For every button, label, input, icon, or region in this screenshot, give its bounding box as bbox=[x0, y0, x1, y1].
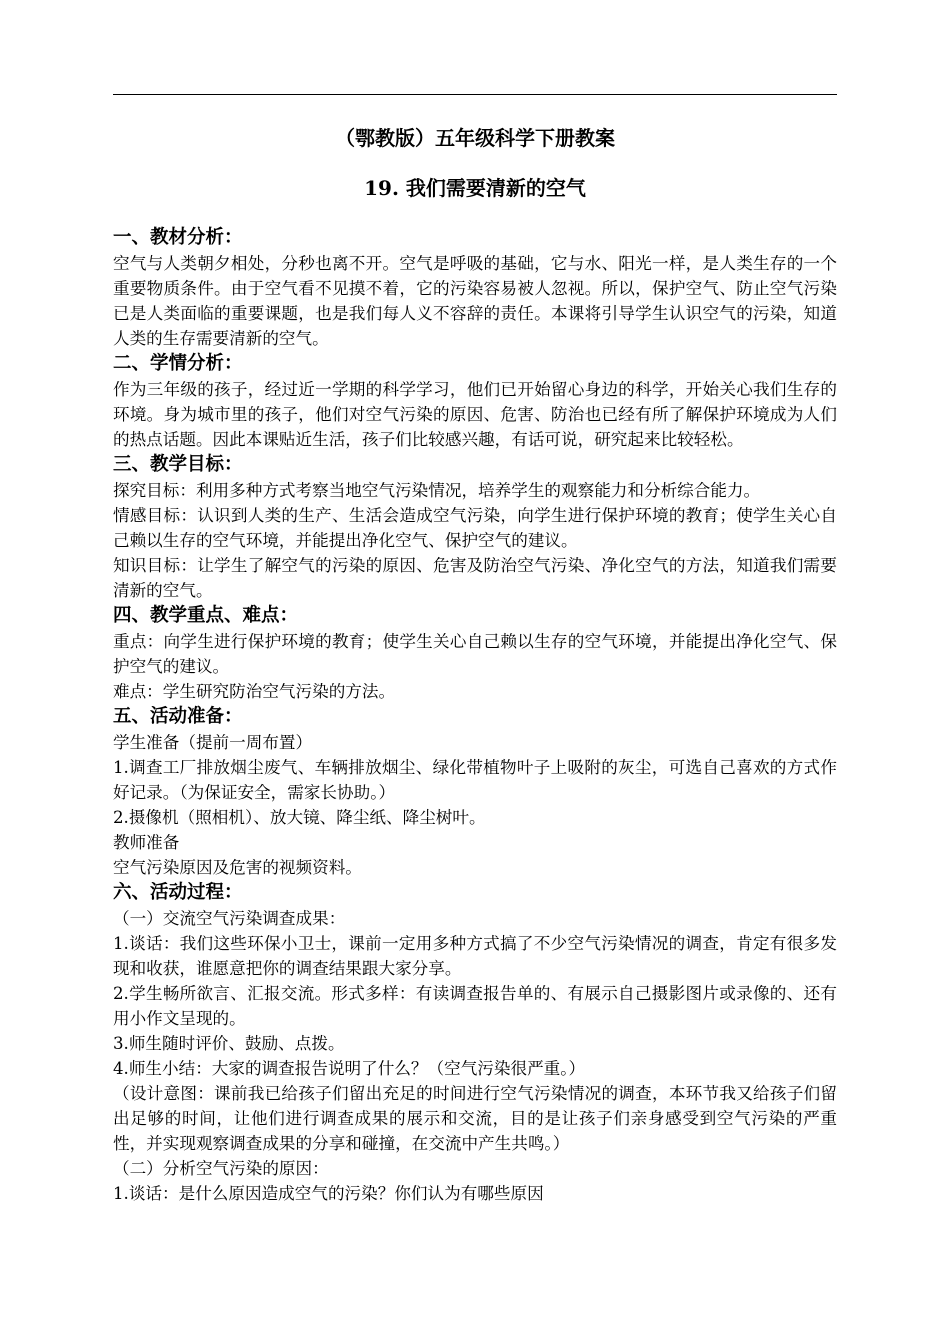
paragraph: 2.学生畅所欲言、汇报交流。形式多样：有读调查报告单的、有展示自己摄影图片或录像的、还有用小作文呈现的。 bbox=[113, 984, 837, 1028]
paragraph: 探究目标：利用多种方式考察当地空气污染情况，培养学生的观察能力和分析综合能力。 bbox=[113, 481, 761, 500]
document-title: （鄂教版）五年级科学下册教案 bbox=[335, 126, 615, 150]
paragraph: 作为三年级的孩子，经过近一学期的科学学习，他们已开始留心身边的科学，开始关心我们生存的环境。身为城市里的孩子，他们对空气污染的原因、危害、防治也已经有所了解保护环境成为人们的热点话题。因此本课贴近生活，孩子们比较感兴趣，有话可说，研究起来比较轻松。 bbox=[113, 380, 837, 449]
paragraph: 教师准备 bbox=[113, 833, 180, 852]
section-heading: 一、教材分析： bbox=[113, 227, 243, 248]
lesson-title: 19. 我们需要清新的空气 bbox=[364, 176, 586, 200]
header-rule bbox=[113, 94, 837, 95]
document-body bbox=[113, 225, 837, 1206]
paragraph: 1.谈话：是什么原因造成空气的污染？你们认为有哪些原因 bbox=[113, 1184, 544, 1203]
paragraph: 情感目标：认识到人类的生产、生活会造成空气污染，向学生进行保护环境的教育；使学生关心自己赖以生存的空气环境，并能提出净化空气、保护空气的建议。 bbox=[113, 506, 837, 550]
section-heading: 三、教学目标： bbox=[113, 454, 243, 475]
paragraph: 4.师生小结：大家的调查报告说明了什么？（空气污染很严重。） bbox=[113, 1059, 586, 1078]
section-heading: 五、活动准备： bbox=[113, 706, 243, 727]
paragraph: 学生准备（提前一周布置） bbox=[113, 733, 313, 752]
section-heading: 四、教学重点、难点： bbox=[113, 605, 299, 626]
paragraph: 空气污染原因及危害的视频资料。 bbox=[113, 858, 362, 877]
section-heading: 六、活动过程： bbox=[113, 882, 243, 903]
section-heading: 二、学情分析： bbox=[113, 353, 243, 374]
paragraph: 1.调查工厂排放烟尘废气、车辆排放烟尘、绿化带植物叶子上吸附的灰尘，可选自己喜欢的方式作好记录。（为保证安全，需家长协助。） bbox=[113, 758, 837, 802]
paragraph: （设计意图：课前我已给孩子们留出充足的时间进行空气污染情况的调查，本环节我又给孩子们留出足够的时间，让他们进行调查成果的展示和交流，目的是让孩子们亲身感受到空气污染的严重性，并实现观察调查成果的分享和碰撞，在交流中产生共鸣。） bbox=[113, 1084, 837, 1153]
paragraph: 3.师生随时评价、鼓励、点拨。 bbox=[113, 1034, 345, 1053]
paragraph: 难点：学生研究防治空气污染的方法。 bbox=[113, 682, 396, 701]
paragraph: 知识目标：让学生了解空气的污染的原因、危害及防治空气污染、净化空气的方法，知道我们需要清新的空气。 bbox=[113, 556, 837, 600]
paragraph: （二）分析空气污染的原因： bbox=[113, 1159, 329, 1178]
paragraph: 1.谈话：我们这些环保小卫士，课前一定用多种方式搞了不少空气污染情况的调查，肯定有很多发现和收获，谁愿意把你的调查结果跟大家分享。 bbox=[113, 934, 837, 978]
paragraph: 2.摄像机（照相机）、放大镜、降尘纸、降尘树叶。 bbox=[113, 808, 486, 827]
paragraph: 重点：向学生进行保护环境的教育；使学生关心自己赖以生存的空气环境，并能提出净化空气、保护空气的建议。 bbox=[113, 632, 837, 676]
paragraph: 空气与人类朝夕相处，分秒也离不开。空气是呼吸的基础，它与水、阳光一样，是人类生存的一个重要物质条件。由于空气看不见摸不着，它的污染容易被人忽视。所以，保护空气、防止空气污染已是人类面临的重要课题，也是我们每人义不容辞的责任。本课将引导学生认识空气的污染，知道人类的生存需要清新的空气。 bbox=[113, 254, 837, 348]
paragraph: （一）交流空气污染调查成果： bbox=[113, 909, 346, 928]
